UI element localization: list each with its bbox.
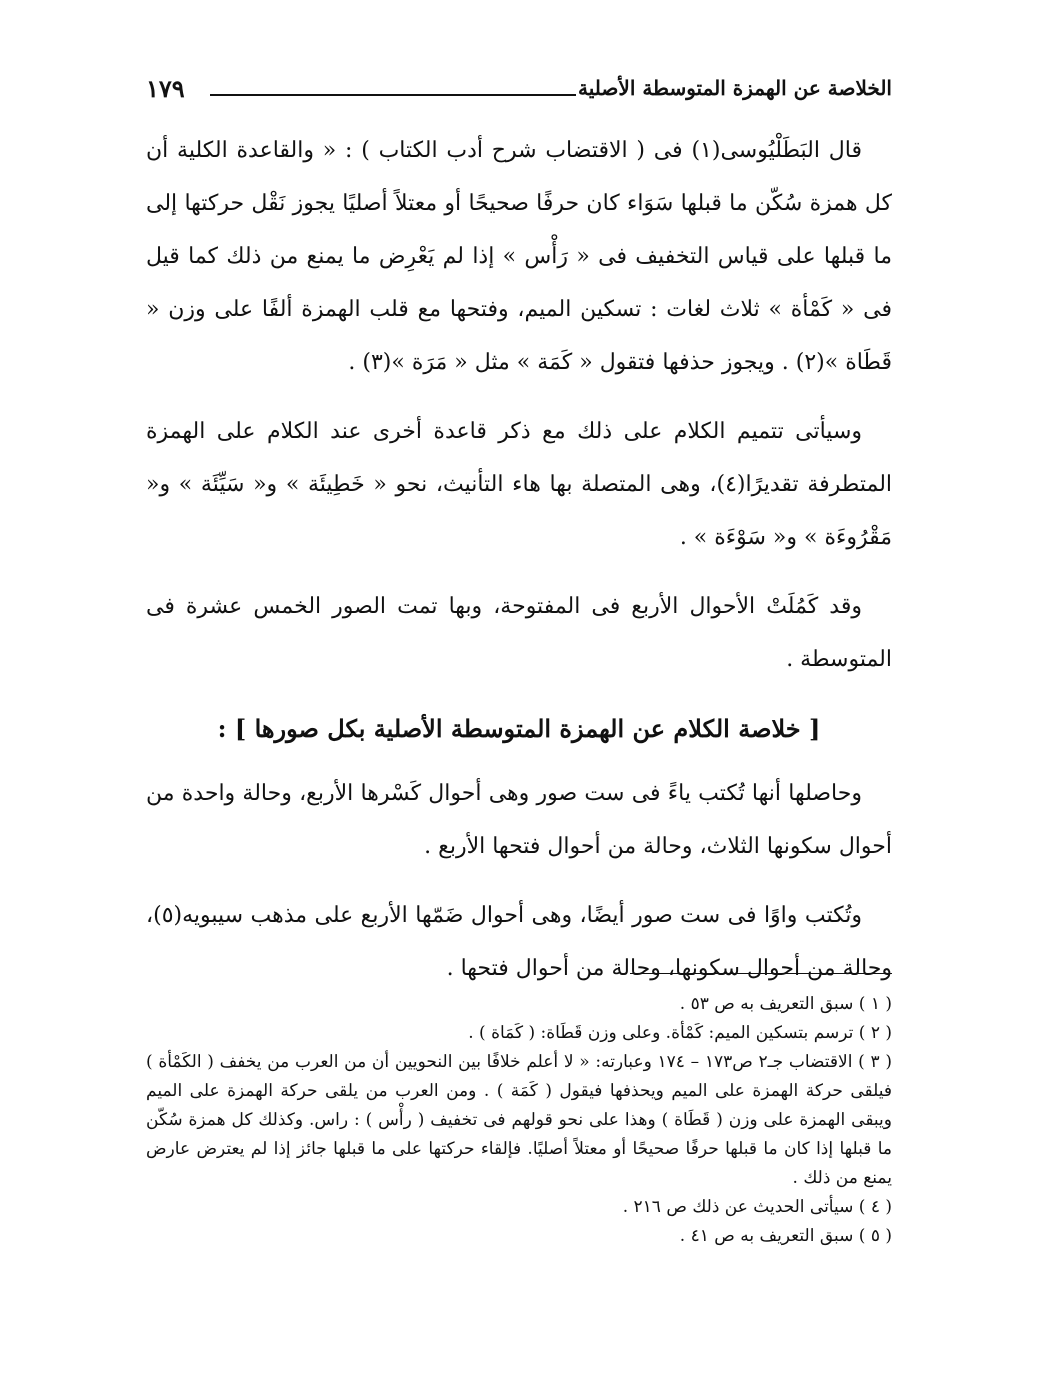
footnote-3: ( ٣ ) الاقتضاب جـ٢ ص١٧٣ – ١٧٤ وعبارته: « لا أعلم خلافًا بين النحويين أن من العرب من يخفف ( الكَمْأة ) فيلقى حركة الهمزة على الميم ويحذفها فيقول ( كَمَة ) . ومن العرب من يلقى حركة الهمزة على الميم ويبقى الهمزة على وزن ( قَطَاة ) وهذا على نحو قولهم فى تخفيف ( رأْس ) : راس. وكذلك كل همزة سُكّن ما قبلها إذا كان ما قبلها حرفًا صحيحًا أو معتلاً أصليًا. فإلقاء حركتها على ما قبلها جائز إذا لم يعترض عارض يمنع من ذلك . <box>146 1052 892 1188</box>
paragraph-1: قال البَطَلْيُوسى(١) فى ( الاقتضاب شرح أدب الكتاب ) : « والقاعدة الكلية أن كل همزة سُكّن ما قبلها سَوَاء كان حرفًا صحيحًا أو معتلاً أصليًا يجوز نَقْل حركتها إلى ما قبلها على قياس التخفيف فى « رَأْس » إذا لم يَعْرِض ما يمنع من ذلك كما قيل فى « كَمْأة » ثلاث لغات : تسكين الميم، وفتحها مع قلب الهمزة ألفًا على وزن « قَطَاة »(٢) . ويجوز حذفها فتقول « كَمَة » مثل « مَرَة »(٣) . <box>146 138 892 375</box>
footnote-2: ( ٢ ) ترسم بتسكين الميم: كَمْأة. وعلى وزن قَطَاة: ( كَمَاة ) . <box>468 1023 892 1043</box>
paragraph-5: وتُكتب واوًا فى ست صور أيضًا، وهى أحوال ضَمّها الأربع على مذهب سيبويه(٥)، وحالة من أحوال سكونها، وحالة من أحوال فتحها . <box>146 903 892 981</box>
footnote-separator <box>630 973 892 974</box>
main-text <box>146 124 892 1011</box>
footnote-5: ( ٥ ) سبق التعريف به ص ٤١ . <box>679 1226 892 1246</box>
header-title: الخلاصة عن الهمزة المتوسطة الأصلية <box>578 76 892 100</box>
header-rule <box>210 94 576 96</box>
footnotes <box>146 990 892 1251</box>
section-heading: [ خلاصة الكلام عن الهمزة المتوسطة الأصلية بكل صورها ] : <box>217 714 821 743</box>
running-header <box>146 70 892 110</box>
footnote-1: ( ١ ) سبق التعريف به ص ٥٣ . <box>679 994 892 1014</box>
footnote-4: ( ٤ ) سيأتى الحديث عن ذلك ص ٢١٦ . <box>622 1197 892 1217</box>
page-number: ١٧٩ <box>146 74 185 103</box>
paragraph-3: وقد كَمُلَتْ الأحوال الأربع فى المفتوحة، وبها تمت الصور الخمس عشرة فى المتوسطة . <box>146 594 892 672</box>
paragraph-2: وسيأتى تتميم الكلام على ذلك مع ذكر قاعدة أخرى عند الكلام على الهمزة المتطرفة تقديرًا(٤)، وهى المتصلة بها هاء التأنيث، نحو « خَطِيئَة » و« سَيِّئَة » و« مَقْرُوءَة » و« سَوْءَة » . <box>146 419 893 550</box>
paragraph-4: وحاصلها أنها تُكتب ياءً فى ست صور وهى أحوال كَسْرها الأربع، وحالة واحدة من أحوال سكونها الثلاث، وحالة من أحوال فتحها الأربع . <box>146 781 892 859</box>
